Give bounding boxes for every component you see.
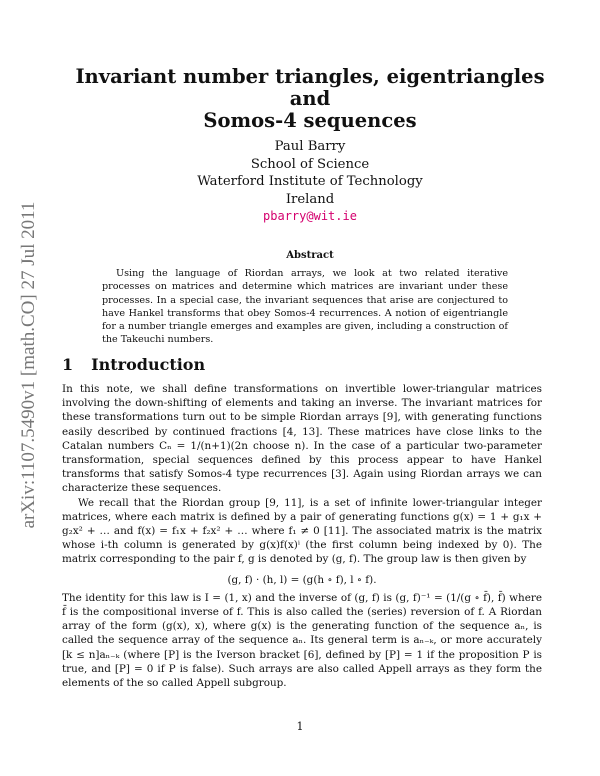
abstract-text: Using the language of Riordan arrays, we look at two related iterative processes on matrices and determine which matrices are invariant under these processes. In a special case, the invariant sequences that arise are conjectured to have Hankel transforms that obey Somos-4 recurrences. A notion of eigentriangle for a number triangle emerges and examples are given, including a construction of the Takeuchi numbers. <box>102 268 508 346</box>
paragraph-2: We recall that the Riordan group [9, 11], is a set of infinite lower-triangular integer matrices, where each matrix is defined by a pair of generating functions g(x) = 1 + g₁x + g₂x² + … and f(x) = f₁x + f₂x² + … where f₁ ≠ 0 [11]. The associated matrix is the matrix whose i-th column is generated by g(x)f(x)ⁱ (the first column being indexed by 0). The matrix corresponding to the pair f, g is denoted by (g, f). The group law is then given by <box>62 496 542 566</box>
section-heading <box>62 355 223 374</box>
body-text <box>62 382 542 690</box>
title-line-1: Invariant number triangles, eigentriangles and <box>75 65 545 110</box>
author-school: School of Science <box>250 156 370 172</box>
author-email-link[interactable]: pbarry@wit.ie <box>263 209 357 223</box>
section-title: Introduction <box>91 355 206 374</box>
arxiv-sidebar-stamp: arXiv:1107.5490v1 [math.CO] 27 Jul 2011 <box>18 201 39 529</box>
paragraph-3: The identity for this law is I = (1, x) and the inverse of (g, f) is (g, f)⁻¹ = (1/(g ∘ f̄), f̄) where f̄ is the compositional inverse of f. This is also called the (series) reversion of f. A Riordan array of the form (g(x), x), where g(x) is the generating function of the sequence aₙ, is called the sequence array of the sequence aₙ. Its general term is aₙ₋ₖ, or more accurately [k ≤ n]aₙ₋ₖ (where [P] is the Iverson bracket [6], defined by [P] = 1 if the proposition P is true, and [P] = 0 if P is false). Such arrays are also called Appell arrays as they form the elements of the so called Appell subgroup. <box>62 591 542 690</box>
author-country: Ireland <box>285 191 335 207</box>
title-line-2: Somos-4 sequences <box>203 109 417 132</box>
paper-title <box>60 66 560 132</box>
section-number: 1 <box>62 355 74 374</box>
page-number: 1 <box>296 720 304 733</box>
author-institute: Waterford Institute of Technology <box>197 174 423 189</box>
abstract-heading: Abstract <box>286 250 334 261</box>
author-name: Paul Barry <box>274 139 346 154</box>
author-block <box>150 138 470 226</box>
paragraph-1: In this note, we shall define transformations on invertible lower-triangular matrices involving the down-shifting of elements and taking an inverse. The invariant matrices for these transformations turn out to be simple Riordan arrays [9], with generating functions easily described by continued fractions [4, 13]. These matrices have close links to the Catalan numbers Cₙ = 1/(n+1)(2n choose n). In the case of a particular two-parameter transformation, special sequences defined by this process appear to have Hankel transforms that satisfy Somos-4 type recurrences [3]. Again using Riordan arrays we can characterize these sequences. <box>62 383 542 495</box>
group-law-equation: (g, f) · (h, l) = (g(h ∘ f), l ∘ f). <box>227 573 377 586</box>
